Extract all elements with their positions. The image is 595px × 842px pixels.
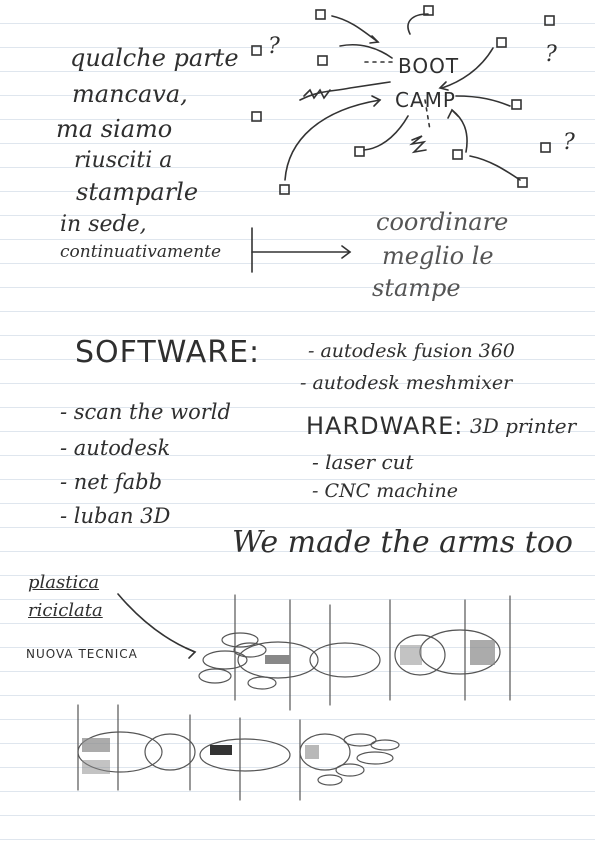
software-item: - autodesk — [60, 436, 171, 460]
bootcamp-line-2: CAMP — [395, 88, 456, 112]
software-heading: SOFTWARE: — [75, 335, 261, 370]
hardware-item: - CNC machine — [312, 480, 458, 502]
hardware-heading-extra: 3D printer — [470, 414, 577, 438]
bootcamp-line-1: BOOT — [398, 54, 460, 78]
sticky-square — [545, 16, 554, 25]
target-line: meglio le — [382, 242, 494, 270]
target-line: stampe — [372, 274, 461, 302]
note-line: mancava, — [72, 80, 188, 108]
plastic-label-line: plastica — [28, 572, 100, 593]
hardware-item: - laser cut — [312, 450, 414, 474]
slogan: We made the arms too — [232, 525, 573, 560]
note-line: riusciti a — [74, 148, 173, 173]
sticky-square — [318, 56, 327, 65]
note-line: stamparle — [76, 178, 199, 206]
target-line: coordinare — [376, 208, 509, 236]
sticky-square — [252, 112, 261, 121]
sticky-square — [497, 38, 506, 47]
question-mark: ? — [563, 130, 575, 155]
software-item: - scan the world — [60, 400, 231, 424]
sticky-square — [355, 147, 364, 156]
sticky-square — [252, 46, 261, 55]
plastic-label-line: riciclata — [28, 600, 103, 621]
software-item: - luban 3D — [60, 504, 171, 528]
sticky-square — [453, 150, 462, 159]
question-mark: ? — [545, 42, 557, 67]
sticky-square — [541, 143, 550, 152]
software-item: - autodesk fusion 360 — [308, 340, 515, 362]
hardware-heading: HARDWARE: — [306, 412, 464, 440]
new-technique-label: NUOVA TECNICA — [26, 647, 138, 661]
sticky-square — [280, 185, 289, 194]
note-line: continuativamente — [60, 242, 222, 262]
note-line: ma siamo — [56, 115, 173, 143]
note-line: qualche parte — [70, 44, 239, 72]
software-item: - net fabb — [60, 470, 163, 494]
question-mark: ? — [268, 34, 280, 59]
sticky-square — [316, 10, 325, 19]
sticky-square — [512, 100, 521, 109]
note-line: in sede, — [60, 212, 147, 237]
software-item: - autodesk meshmixer — [300, 372, 513, 394]
